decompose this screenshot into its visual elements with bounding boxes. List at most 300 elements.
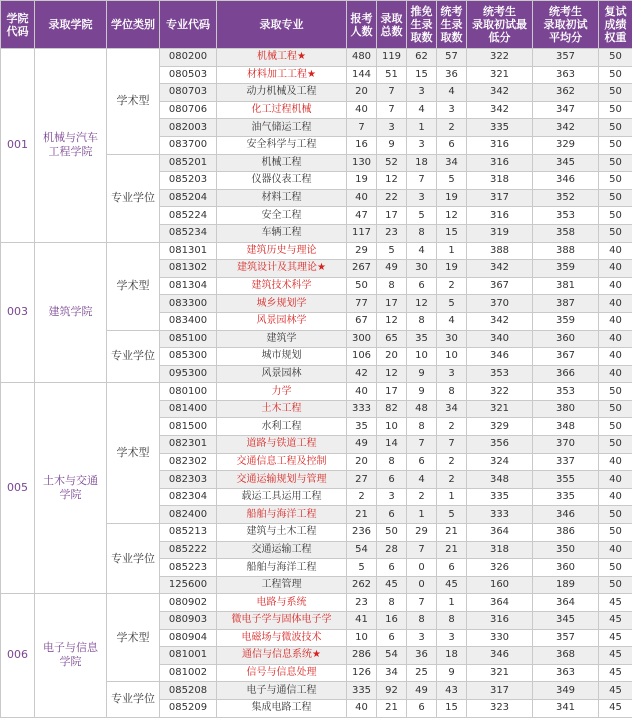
applicant-count: 286 [347, 647, 377, 665]
recommended-count: 3 [407, 136, 437, 154]
min-score: 316 [467, 207, 533, 225]
major-name: 工程管理 [217, 576, 347, 594]
min-score: 364 [467, 594, 533, 612]
min-score: 342 [467, 312, 533, 330]
major-code: 085213 [160, 524, 217, 542]
exam-admitted-count: 8 [437, 383, 467, 401]
retest-weight: 45 [599, 594, 632, 612]
min-score: 342 [467, 84, 533, 102]
avg-score: 341 [533, 699, 599, 717]
avg-score: 335 [533, 488, 599, 506]
avg-score: 386 [533, 524, 599, 542]
admitted-count: 22 [377, 189, 407, 207]
exam-admitted-count: 30 [437, 330, 467, 348]
major-name: 城市规划 [217, 348, 347, 366]
degree-type: 专业学位 [107, 524, 160, 594]
applicant-count: 2 [347, 488, 377, 506]
major-code: 085100 [160, 330, 217, 348]
applicant-count: 10 [347, 629, 377, 647]
major-name: 土木工程 [217, 400, 347, 418]
min-score: 317 [467, 189, 533, 207]
college-code: 003 [1, 242, 35, 383]
admitted-count: 54 [377, 647, 407, 665]
avg-score: 347 [533, 101, 599, 119]
recommended-count: 36 [407, 647, 437, 665]
admitted-count: 20 [377, 348, 407, 366]
avg-score-header: 统考生 录取初试 平均分 [533, 1, 599, 49]
admitted-count: 5 [377, 242, 407, 260]
min-score: 317 [467, 682, 533, 700]
header-row [1, 1, 632, 49]
degree-type: 学术型 [107, 49, 160, 155]
applicant-count: 54 [347, 541, 377, 559]
avg-score: 380 [533, 400, 599, 418]
admitted-count: 14 [377, 436, 407, 454]
retest-weight: 50 [599, 154, 632, 172]
avg-score: 362 [533, 84, 599, 102]
major-code: 080903 [160, 612, 217, 630]
avg-score: 349 [533, 682, 599, 700]
admitted-count: 8 [377, 277, 407, 295]
min-score: 340 [467, 330, 533, 348]
retest-weight: 40 [599, 453, 632, 471]
avg-score: 370 [533, 436, 599, 454]
applicant-count: 27 [347, 471, 377, 489]
min-score: 316 [467, 136, 533, 154]
min-score: 333 [467, 506, 533, 524]
min-score: 321 [467, 664, 533, 682]
applicant-count: 50 [347, 277, 377, 295]
major-name: 油气储运工程 [217, 119, 347, 137]
exam-admitted-count: 10 [437, 348, 467, 366]
applicant-count: 29 [347, 242, 377, 260]
avg-score: 350 [533, 541, 599, 559]
retest-weight: 50 [599, 101, 632, 119]
major-code: 085224 [160, 207, 217, 225]
min-score: 316 [467, 154, 533, 172]
admitted-count: 52 [377, 154, 407, 172]
recommended-count: 0 [407, 576, 437, 594]
major-name: 建筑历史与理论 [217, 242, 347, 260]
avg-score: 346 [533, 172, 599, 190]
major-code: 085300 [160, 348, 217, 366]
recommended-count: 10 [407, 348, 437, 366]
exam-admitted-count: 12 [437, 207, 467, 225]
recommended-count: 15 [407, 66, 437, 84]
major-name: 建筑与土木工程 [217, 524, 347, 542]
exam-admitted-count: 45 [437, 576, 467, 594]
major-code: 085203 [160, 172, 217, 190]
major-name: 机械工程 [217, 154, 347, 172]
recommended-count: 4 [407, 471, 437, 489]
min-score: 330 [467, 629, 533, 647]
min-score: 370 [467, 295, 533, 313]
major-code: 081301 [160, 242, 217, 260]
major-name: 集成电路工程 [217, 699, 347, 717]
avg-score: 345 [533, 612, 599, 630]
recommended-count: 29 [407, 524, 437, 542]
admitted-count: 6 [377, 629, 407, 647]
retest-weight: 40 [599, 348, 632, 366]
exam-admitted-count: 21 [437, 541, 467, 559]
retest-weight: 50 [599, 576, 632, 594]
retest-weight: 50 [599, 400, 632, 418]
applicant-count: 77 [347, 295, 377, 313]
avg-score: 329 [533, 136, 599, 154]
major-code: 085223 [160, 559, 217, 577]
admitted-header: 录取 总数 [377, 1, 407, 49]
table-row [1, 49, 632, 67]
major-name: 化工过程机械 [217, 101, 347, 119]
exam-admitted-count: 4 [437, 312, 467, 330]
recommended-count: 5 [407, 207, 437, 225]
avg-score: 346 [533, 506, 599, 524]
retest-weight: 50 [599, 506, 632, 524]
min-score: 322 [467, 383, 533, 401]
retest-weight: 40 [599, 277, 632, 295]
table-body [1, 49, 632, 718]
min-score: 356 [467, 436, 533, 454]
recommended-count: 8 [407, 224, 437, 242]
applicant-count: 23 [347, 594, 377, 612]
recommended-count: 8 [407, 312, 437, 330]
avg-score: 388 [533, 242, 599, 260]
major-name: 道路与铁道工程 [217, 436, 347, 454]
exam-admitted-count: 2 [437, 277, 467, 295]
table-row [1, 383, 632, 401]
applicant-count: 47 [347, 207, 377, 225]
retest-weight: 40 [599, 312, 632, 330]
college-code: 001 [1, 49, 35, 243]
applicant-count: 126 [347, 664, 377, 682]
major-name: 风景园林学 [217, 312, 347, 330]
avg-score: 352 [533, 189, 599, 207]
exam-admitted-count: 8 [437, 612, 467, 630]
avg-score: 348 [533, 418, 599, 436]
major-code: 085234 [160, 224, 217, 242]
retest-weight: 50 [599, 136, 632, 154]
applicant-count: 67 [347, 312, 377, 330]
major-name: 建筑设计及其理论★ [217, 260, 347, 278]
major-name: 材料加工工程★ [217, 66, 347, 84]
applicant-count: 20 [347, 84, 377, 102]
weight-header: 复试 成绩 权重 [599, 1, 632, 49]
major-name: 微电子学与固体电子学 [217, 612, 347, 630]
admitted-count: 82 [377, 400, 407, 418]
admitted-count: 8 [377, 594, 407, 612]
major-code: 082003 [160, 119, 217, 137]
min-score: 335 [467, 119, 533, 137]
major-name: 仪器仪表工程 [217, 172, 347, 190]
retest-weight: 40 [599, 541, 632, 559]
avg-score: 342 [533, 119, 599, 137]
applicant-count: 144 [347, 66, 377, 84]
major-name: 交通信息工程及控制 [217, 453, 347, 471]
min-score: 346 [467, 647, 533, 665]
major-code: 085209 [160, 699, 217, 717]
applicant-count: 267 [347, 260, 377, 278]
recommended-count: 62 [407, 49, 437, 67]
recommended-count: 12 [407, 295, 437, 313]
major-code: 085208 [160, 682, 217, 700]
avg-score: 355 [533, 471, 599, 489]
recommended-count: 0 [407, 559, 437, 577]
major-code: 080503 [160, 66, 217, 84]
min-score: 348 [467, 471, 533, 489]
recommended-count: 4 [407, 101, 437, 119]
admitted-count: 12 [377, 172, 407, 190]
admitted-count: 9 [377, 136, 407, 154]
recommended-count: 6 [407, 699, 437, 717]
admitted-count: 51 [377, 66, 407, 84]
applicant-count: 40 [347, 383, 377, 401]
retest-weight: 40 [599, 488, 632, 506]
applicant-count: 262 [347, 576, 377, 594]
recommended-count: 6 [407, 453, 437, 471]
min-score: 342 [467, 260, 533, 278]
major-name: 机械工程★ [217, 49, 347, 67]
min-score-header: 统考生 录取初试最 低分 [467, 1, 533, 49]
major-code: 082303 [160, 471, 217, 489]
admitted-count: 92 [377, 682, 407, 700]
retest-weight: 50 [599, 119, 632, 137]
retest-weight: 45 [599, 699, 632, 717]
degree-type: 学术型 [107, 242, 160, 330]
exam-admitted-count: 2 [437, 418, 467, 436]
exam-admitted-count: 6 [437, 136, 467, 154]
min-score: 367 [467, 277, 533, 295]
recommended-count: 3 [407, 189, 437, 207]
min-score: 323 [467, 699, 533, 717]
major-name: 交通运输规划与管理 [217, 471, 347, 489]
exam-admitted-count: 5 [437, 295, 467, 313]
avg-score: 337 [533, 453, 599, 471]
major-code: 081001 [160, 647, 217, 665]
avg-score: 363 [533, 66, 599, 84]
retest-weight: 40 [599, 260, 632, 278]
admitted-count: 119 [377, 49, 407, 67]
major-code: 082400 [160, 506, 217, 524]
major-name: 安全科学与工程 [217, 136, 347, 154]
exam-admitted-count: 3 [437, 629, 467, 647]
min-score: 318 [467, 541, 533, 559]
retest-weight: 50 [599, 49, 632, 67]
exam-admitted-count: 1 [437, 594, 467, 612]
major-code: 082304 [160, 488, 217, 506]
major-code: 085204 [160, 189, 217, 207]
avg-score: 366 [533, 365, 599, 383]
recommended-count: 7 [407, 436, 437, 454]
min-score: 321 [467, 66, 533, 84]
admitted-count: 6 [377, 506, 407, 524]
major-code: 085222 [160, 541, 217, 559]
recommended-count: 7 [407, 172, 437, 190]
retest-weight: 45 [599, 647, 632, 665]
major-code: 082302 [160, 453, 217, 471]
table-row [1, 594, 632, 612]
avg-score: 363 [533, 664, 599, 682]
recommended-count: 8 [407, 418, 437, 436]
admitted-count: 6 [377, 559, 407, 577]
major-code: 085201 [160, 154, 217, 172]
major-code: 081304 [160, 277, 217, 295]
major-name: 车辆工程 [217, 224, 347, 242]
major-code: 081302 [160, 260, 217, 278]
major-name: 动力机械及工程 [217, 84, 347, 102]
major-code: 082301 [160, 436, 217, 454]
admitted-count: 65 [377, 330, 407, 348]
recommended-count: 8 [407, 612, 437, 630]
retest-weight: 40 [599, 471, 632, 489]
retest-weight: 45 [599, 612, 632, 630]
applicant-count: 42 [347, 365, 377, 383]
admitted-count: 21 [377, 699, 407, 717]
college-code-header: 学院 代码 [1, 1, 35, 49]
retest-weight: 50 [599, 66, 632, 84]
degree-type: 专业学位 [107, 330, 160, 383]
retest-weight: 50 [599, 84, 632, 102]
min-score: 316 [467, 612, 533, 630]
retest-weight: 50 [599, 436, 632, 454]
applicant-count: 117 [347, 224, 377, 242]
recommended-count: 6 [407, 277, 437, 295]
applicants-header: 报考 人数 [347, 1, 377, 49]
recommended-count: 3 [407, 629, 437, 647]
major-name: 水利工程 [217, 418, 347, 436]
major-name: 力学 [217, 383, 347, 401]
avg-score: 368 [533, 647, 599, 665]
applicant-count: 20 [347, 453, 377, 471]
admitted-count: 45 [377, 576, 407, 594]
major-name: 船舶与海洋工程 [217, 506, 347, 524]
major-code: 080902 [160, 594, 217, 612]
college-name: 电子与信息学院 [35, 594, 107, 717]
avg-score: 360 [533, 559, 599, 577]
admitted-count: 49 [377, 260, 407, 278]
major-code: 083700 [160, 136, 217, 154]
admitted-count: 12 [377, 312, 407, 330]
applicant-count: 49 [347, 436, 377, 454]
avg-score: 359 [533, 312, 599, 330]
recommended-count: 1 [407, 119, 437, 137]
retest-weight: 50 [599, 383, 632, 401]
degree-type-header: 学位类别 [107, 1, 160, 49]
applicant-count: 130 [347, 154, 377, 172]
exam-admitted-count: 4 [437, 84, 467, 102]
applicant-count: 335 [347, 682, 377, 700]
applicant-count: 16 [347, 136, 377, 154]
college-code: 005 [1, 383, 35, 594]
retest-weight: 50 [599, 418, 632, 436]
recommended-count: 48 [407, 400, 437, 418]
recommended-count: 9 [407, 383, 437, 401]
min-score: 346 [467, 348, 533, 366]
min-score: 324 [467, 453, 533, 471]
min-score: 160 [467, 576, 533, 594]
recommended-count: 3 [407, 84, 437, 102]
exam-admitted-count: 34 [437, 154, 467, 172]
major-name: 材料工程 [217, 189, 347, 207]
recommended-count: 7 [407, 541, 437, 559]
avg-score: 358 [533, 224, 599, 242]
major-name: 交通运输工程 [217, 541, 347, 559]
exam-admitted-count: 57 [437, 49, 467, 67]
exam-admitted-count: 19 [437, 189, 467, 207]
applicant-count: 21 [347, 506, 377, 524]
admitted-count: 17 [377, 295, 407, 313]
min-score: 353 [467, 365, 533, 383]
retest-weight: 45 [599, 629, 632, 647]
recommended-count: 9 [407, 365, 437, 383]
exam-admitted-count: 18 [437, 647, 467, 665]
admitted-count: 8 [377, 453, 407, 471]
exam-admitted-count: 1 [437, 242, 467, 260]
major-code-header: 专业代码 [160, 1, 217, 49]
retest-weight: 40 [599, 295, 632, 313]
major-code: 080904 [160, 629, 217, 647]
applicant-count: 480 [347, 49, 377, 67]
min-score: 329 [467, 418, 533, 436]
college-name: 机械与汽车工程学院 [35, 49, 107, 243]
retest-weight: 50 [599, 189, 632, 207]
exam-admitted-count: 2 [437, 453, 467, 471]
admitted-count: 3 [377, 488, 407, 506]
retest-weight: 50 [599, 172, 632, 190]
recommended-count: 25 [407, 664, 437, 682]
retest-weight: 40 [599, 365, 632, 383]
recommended-count: 4 [407, 242, 437, 260]
avg-score: 353 [533, 207, 599, 225]
retest-weight: 45 [599, 682, 632, 700]
applicant-count: 40 [347, 699, 377, 717]
applicant-count: 236 [347, 524, 377, 542]
major-code: 080703 [160, 84, 217, 102]
avg-score: 367 [533, 348, 599, 366]
major-name: 船舶与海洋工程 [217, 559, 347, 577]
avg-score: 353 [533, 383, 599, 401]
recommended-count: 1 [407, 506, 437, 524]
applicant-count: 19 [347, 172, 377, 190]
admitted-count: 23 [377, 224, 407, 242]
admitted-count: 34 [377, 664, 407, 682]
avg-score: 387 [533, 295, 599, 313]
admitted-count: 10 [377, 418, 407, 436]
recommended-header: 推免 生录 取数 [407, 1, 437, 49]
exam-admitted-count: 19 [437, 260, 467, 278]
major-name: 建筑技术科学 [217, 277, 347, 295]
degree-type: 专业学位 [107, 154, 160, 242]
major-code: 125600 [160, 576, 217, 594]
avg-score: 359 [533, 260, 599, 278]
recommended-count: 7 [407, 594, 437, 612]
retest-weight: 50 [599, 559, 632, 577]
major-code: 083400 [160, 312, 217, 330]
min-score: 319 [467, 224, 533, 242]
recommended-count: 18 [407, 154, 437, 172]
major-name: 城乡规划学 [217, 295, 347, 313]
admitted-count: 28 [377, 541, 407, 559]
admitted-count: 6 [377, 471, 407, 489]
applicant-count: 300 [347, 330, 377, 348]
degree-type: 专业学位 [107, 682, 160, 717]
exam-admitted-count: 6 [437, 559, 467, 577]
major-name: 信号与信息处理 [217, 664, 347, 682]
exam-admitted-count: 5 [437, 506, 467, 524]
exam-admitted-header: 统考 生录 取数 [437, 1, 467, 49]
avg-score: 360 [533, 330, 599, 348]
exam-admitted-count: 34 [437, 400, 467, 418]
table-row [1, 242, 632, 260]
